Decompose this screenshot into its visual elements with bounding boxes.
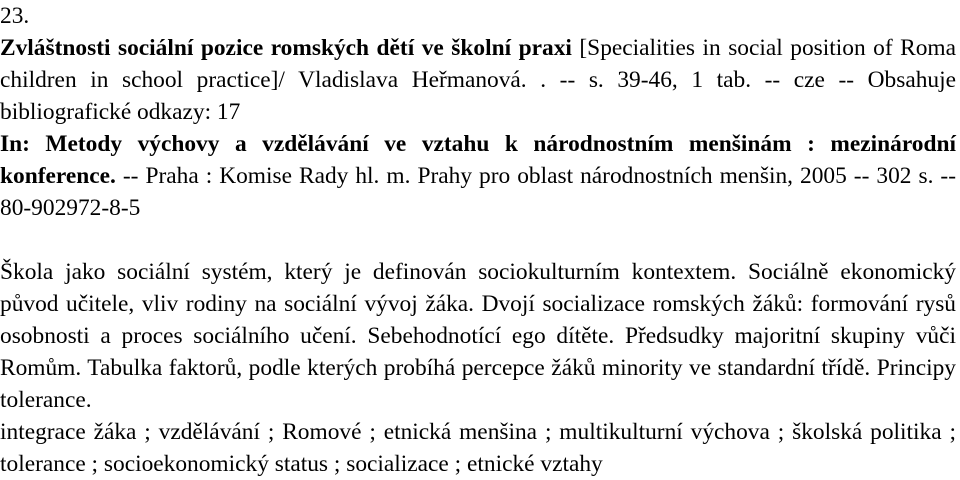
article-title: Zvláštnosti sociální pozice romských dětí ve školní praxi [0,35,572,61]
publication-details: -- Praha : Komise Rady hl. m. Prahy pro oblast národnostních menšin, 2005 -- 302 s. -- 80-902972-8-5 [0,163,956,221]
title-translation-and-details: [Specialities in social position of Roma children in school practice]/ Vladislava Heřmanová. . -- s. 39-46, 1 tab. -- cze -- Obsahuje bibliografické odkazy: 17 [0,35,956,125]
keywords: integrace žáka ; vzdělávání ; Romové ; etnická menšina ; multikulturní výchova ; školská politika ; tolerance ; socioekonomický status ; socializace ; etnické vztahy [0,419,956,477]
source-publication [0,128,956,224]
in-source-label: In: Metody výchovy a vzdělávání ve vztahu k národnostním menšinám : mezinárodní konference. [0,131,956,189]
citation [0,32,956,128]
entry-number: 23. [0,3,30,29]
abstract: Škola jako sociální systém, který je definován sociokulturním kontextem. Sociálně ekonomický původ učitele, vliv rodiny na sociální vývoj žáka. Dvojí socializace romských žáků: formování rysů osobnosti a proces sociálního učení. Sebehodnotící ego dítěte. Předsudky majoritní skupiny vůči Romům. Tabulka faktorů, podle kterých probíhá percepce žáků minority ve standardní třídě. Principy tolerance. [0,259,956,413]
paragraph-spacer [0,224,956,256]
